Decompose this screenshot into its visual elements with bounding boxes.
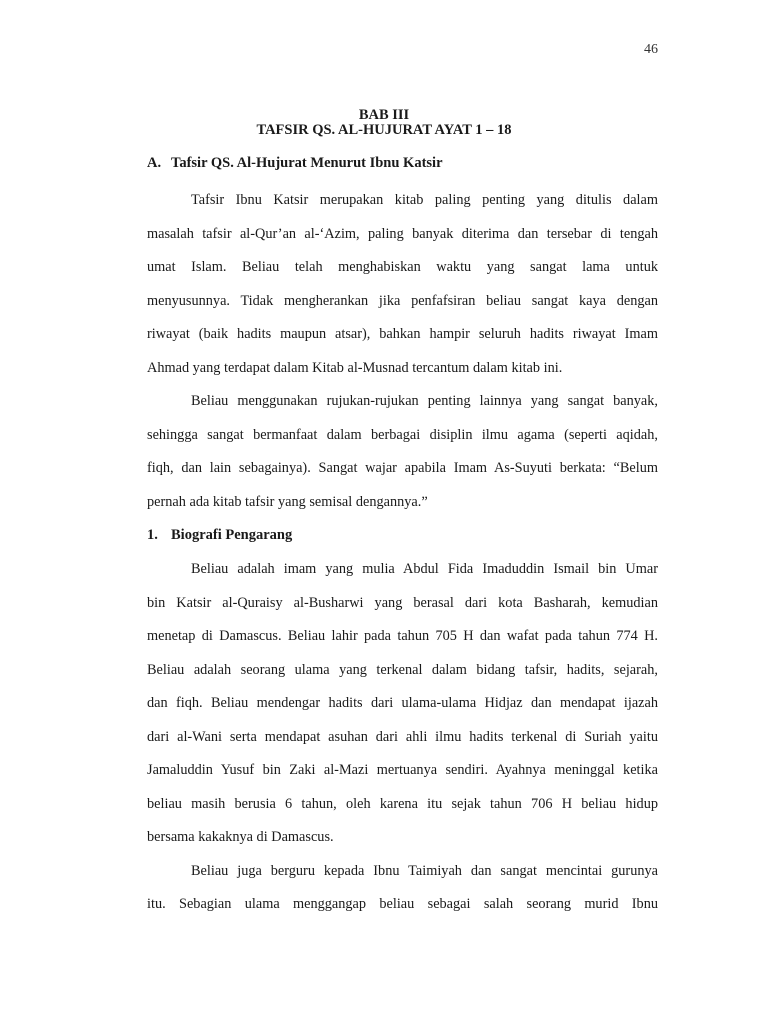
subsection-marker: 1. bbox=[147, 527, 158, 543]
paragraph-line: Jamaluddin Yusuf bin Zaki al-Mazi mertuanya sendiri. Ayahnya meninggal ketika bbox=[147, 762, 658, 778]
paragraph-line: Beliau menggunakan rujukan-rujukan penting lainnya yang sangat banyak, bbox=[191, 393, 658, 409]
subsection-title: Biografi Pengarang bbox=[171, 527, 293, 543]
subsection-heading-1 bbox=[147, 527, 292, 544]
chapter-title: TAFSIR QS. AL-HUJURAT AYAT 1 – 18 bbox=[256, 122, 512, 138]
section-title: Tafsir QS. Al-Hujurat Menurut Ibnu Katsir bbox=[171, 155, 443, 171]
paragraph-line: beliau masih berusia 6 tahun, oleh karena itu sejak tahun 706 H beliau hidup bbox=[147, 796, 658, 812]
paragraph-line: Beliau adalah imam yang mulia Abdul Fida Imaduddin Ismail bin Umar bbox=[191, 561, 658, 577]
paragraph-line: masalah tafsir al-Qur’an al-‘Azim, paling banyak diterima dan tersebar di tengah bbox=[147, 226, 658, 242]
paragraph-line: dari al-Wani serta mendapat asuhan dari ahli ilmu hadits terkenal di Suriah yaitu bbox=[147, 729, 658, 745]
paragraph-line: riwayat (baik hadits maupun atsar), bahkan hampir seluruh hadits riwayat Imam bbox=[147, 326, 658, 342]
paragraph-line: menyusunnya. Tidak mengherankan jika penfafsiran beliau sangat kaya dengan bbox=[147, 293, 658, 309]
paragraph-line: menetap di Damascus. Beliau lahir pada tahun 705 H dan wafat pada tahun 774 H. bbox=[147, 628, 658, 644]
paragraph-line: pernah ada kitab tafsir yang semisal dengannya.” bbox=[147, 494, 428, 510]
section-heading-a bbox=[147, 155, 443, 172]
paragraph-line: Beliau adalah seorang ulama yang terkenal dalam bidang tafsir, hadits, sejarah, bbox=[147, 662, 658, 678]
paragraph-line: Ahmad yang terdapat dalam Kitab al-Musnad tercantum dalam kitab ini. bbox=[147, 360, 563, 376]
paragraph-line: bin Katsir al-Quraisy al-Busharwi yang berasal dari kota Basharah, kemudian bbox=[147, 595, 658, 611]
paragraph-line: sehingga sangat bermanfaat dalam berbagai disiplin ilmu agama (seperti aqidah, bbox=[147, 427, 658, 443]
paragraph-line: itu. Sebagian ulama menggangap beliau sebagai salah seorang murid Ibnu bbox=[147, 896, 658, 912]
paragraph-line: Beliau juga berguru kepada Ibnu Taimiyah dan sangat mencintai gurunya bbox=[191, 863, 658, 879]
paragraph-line: Tafsir Ibnu Katsir merupakan kitab paling penting yang ditulis dalam bbox=[191, 192, 658, 208]
paragraph-line: fiqh, dan lain sebagainya). Sangat wajar apabila Imam As-Suyuti berkata: “Belum bbox=[147, 460, 658, 476]
paragraph-line: umat Islam. Beliau telah menghabiskan waktu yang sangat lama untuk bbox=[147, 259, 658, 275]
page-number: 46 bbox=[644, 42, 658, 57]
paragraph-line: bersama kakaknya di Damascus. bbox=[147, 829, 334, 845]
chapter-label: BAB III bbox=[358, 107, 410, 123]
paragraph-line: dan fiqh. Beliau mendengar hadits dari ulama-ulama Hidjaz dan mendapat ijazah bbox=[147, 695, 658, 711]
section-marker: A. bbox=[147, 155, 162, 171]
